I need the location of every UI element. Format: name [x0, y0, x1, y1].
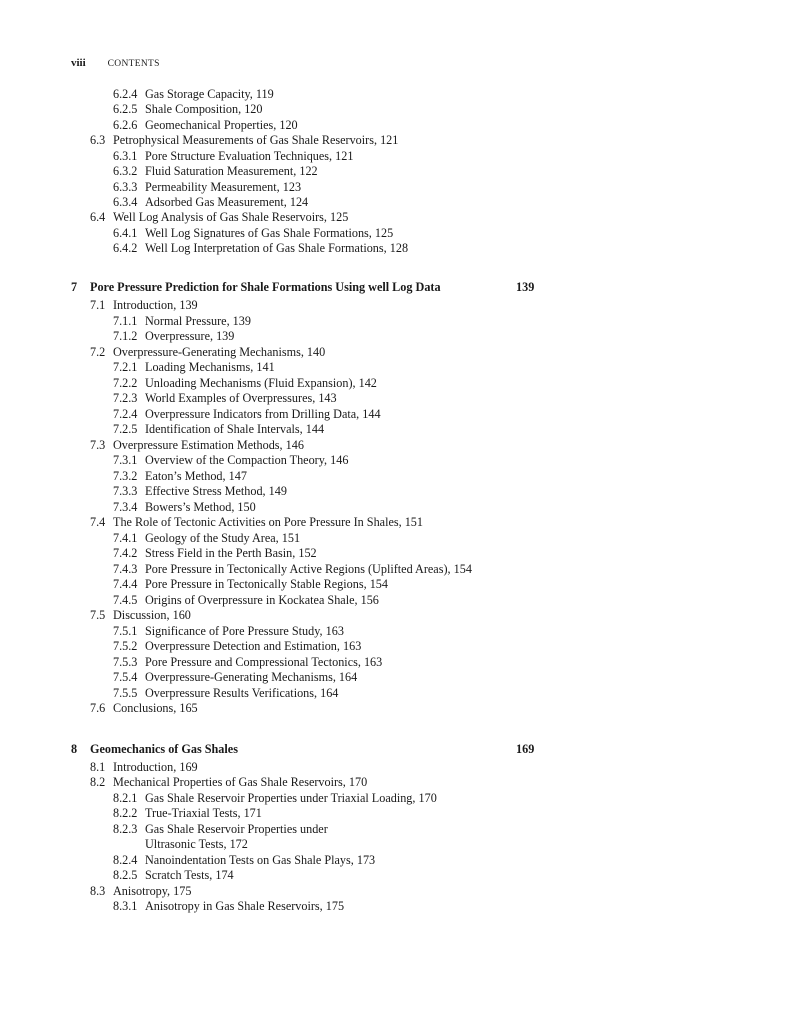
toc-section: 8.2 Mechanical Properties of Gas Shale Reservoirs, 170 [90, 775, 368, 789]
toc-section: 7.2 Overpressure-Generating Mechanisms, 140 [90, 345, 326, 359]
toc-entry: 8.3.1 Anisotropy in Gas Shale Reservoirs, 175 [113, 899, 345, 913]
toc-section: 6.4 Well Log Analysis of Gas Shale Reservoirs, 125 [90, 210, 349, 224]
toc-entry: 7.2.4 Overpressure Indicators from Drilling Data, 144 [113, 407, 381, 421]
running-head [71, 56, 160, 71]
toc-entry: 6.3.2 Fluid Saturation Measurement, 122 [113, 164, 318, 178]
toc-entry: 7.2.1 Loading Mechanisms, 141 [113, 360, 275, 374]
toc-entry: 6.4.2 Well Log Interpretation of Gas Shale Formations, 128 [113, 241, 409, 255]
toc-entry: 7.5.4 Overpressure-Generating Mechanisms, 164 [113, 670, 358, 684]
toc-entry: 7.5.2 Overpressure Detection and Estimation, 163 [113, 639, 362, 653]
toc-entry: 8.2.2 True-Triaxial Tests, 171 [113, 806, 262, 820]
toc-section: 6.3 Petrophysical Measurements of Gas Shale Reservoirs, 121 [90, 133, 399, 147]
toc-section: 7.3 Overpressure Estimation Methods, 146 [90, 438, 304, 452]
chapter-7-title: 7 Pore Pressure Prediction for Shale Formations Using well Log Data [71, 280, 441, 294]
page-number: viii [71, 57, 86, 69]
toc-entry: 7.5.3 Pore Pressure and Compressional Tectonics, 163 [113, 655, 383, 669]
toc-entry: 7.4.4 Pore Pressure in Tectonically Stable Regions, 154 [113, 577, 388, 591]
toc-entry: 7.3.3 Effective Stress Method, 149 [113, 484, 287, 498]
toc-section: 7.5 Discussion, 160 [90, 608, 191, 622]
toc-entry: 7.5.1 Significance of Pore Pressure Study, 163 [113, 624, 344, 638]
toc-entry: 6.3.1 Pore Structure Evaluation Techniques, 121 [113, 149, 354, 163]
toc-entry: 7.3.2 Eaton’s Method, 147 [113, 469, 247, 483]
toc-entry: 7.2.5 Identification of Shale Intervals, 144 [113, 422, 325, 436]
toc-entry: 6.3.3 Permeability Measurement, 123 [113, 180, 302, 194]
toc-entry: 7.1.2 Overpressure, 139 [113, 329, 235, 343]
toc-entry: 7.4.5 Origins of Overpressure in Kockatea Shale, 156 [113, 593, 379, 607]
chapter-8-page: 169 [516, 742, 535, 756]
toc-entry-continuation: Ultrasonic Tests, 172 [145, 837, 248, 851]
toc-entry: 8.2.3 Gas Shale Reservoir Properties under [113, 822, 328, 836]
toc-entry: 7.3.4 Bowers’s Method, 150 [113, 500, 256, 514]
running-title: CONTENTS [107, 59, 160, 69]
toc-entry: 6.2.6 Geomechanical Properties, 120 [113, 118, 298, 132]
toc-section: 7.6 Conclusions, 165 [90, 701, 198, 715]
chapter-8-title: 8 Geomechanics of Gas Shales [71, 742, 238, 756]
toc-section: 8.3 Anisotropy, 175 [90, 884, 192, 898]
chapter-7-page: 139 [516, 280, 535, 294]
toc-entry: 7.4.3 Pore Pressure in Tectonically Active Regions (Uplifted Areas), 154 [113, 562, 472, 576]
toc-entry: 8.2.1 Gas Shale Reservoir Properties under Triaxial Loading, 170 [113, 791, 437, 805]
toc-entry: 6.4.1 Well Log Signatures of Gas Shale Formations, 125 [113, 226, 394, 240]
toc-entry: 7.2.3 World Examples of Overpressures, 143 [113, 391, 337, 405]
toc-entry: 7.5.5 Overpressure Results Verifications, 164 [113, 686, 339, 700]
toc-entry: 7.4.2 Stress Field in the Perth Basin, 152 [113, 546, 317, 560]
toc-section: 7.4 The Role of Tectonic Activities on Pore Pressure In Shales, 151 [90, 515, 423, 529]
toc-section: 7.1 Introduction, 139 [90, 298, 198, 312]
toc-entry: 8.2.5 Scratch Tests, 174 [113, 868, 234, 882]
toc-entry: 6.3.4 Adsorbed Gas Measurement, 124 [113, 195, 309, 209]
toc-entry: 7.1.1 Normal Pressure, 139 [113, 314, 251, 328]
toc-entry: 7.3.1 Overview of the Compaction Theory, 146 [113, 453, 349, 467]
toc-entry: 7.4.1 Geology of the Study Area, 151 [113, 531, 301, 545]
toc-entry: 7.2.2 Unloading Mechanisms (Fluid Expansion), 142 [113, 376, 377, 390]
toc-entry: 6.2.4 Gas Storage Capacity, 119 [113, 87, 274, 101]
toc-entry: 8.2.4 Nanoindentation Tests on Gas Shale Plays, 173 [113, 853, 376, 867]
toc-entry: 6.2.5 Shale Composition, 120 [113, 102, 263, 116]
toc-section: 8.1 Introduction, 169 [90, 760, 198, 774]
